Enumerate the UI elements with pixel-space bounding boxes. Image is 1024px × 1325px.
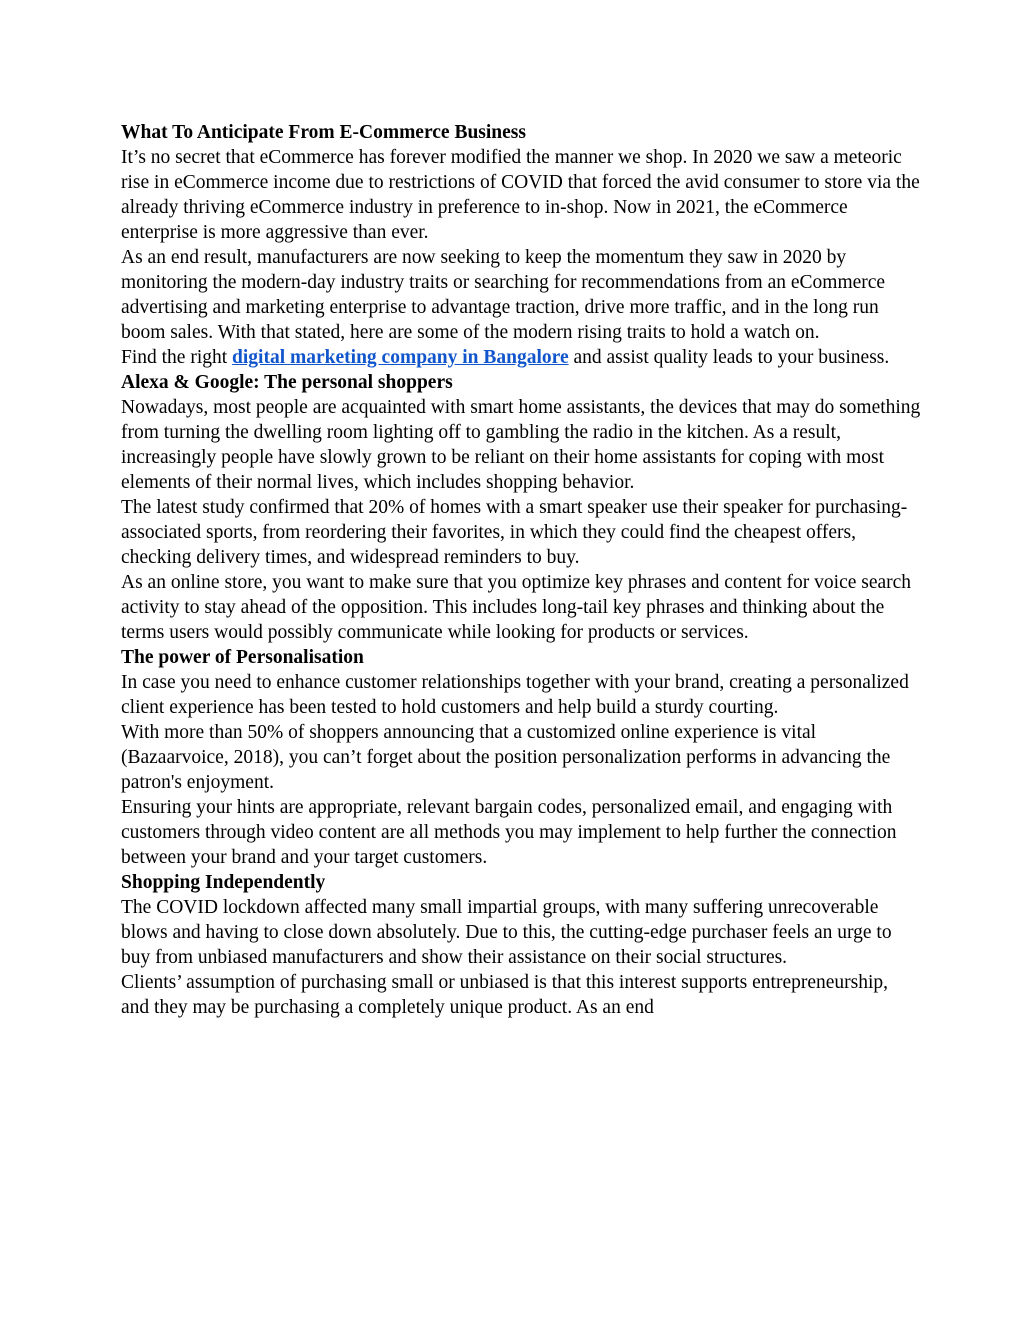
digital-marketing-link[interactable]: digital marketing company in Bangalore bbox=[232, 347, 569, 368]
section-heading-shopping-independently: Shopping Independently bbox=[121, 872, 326, 893]
paragraph: The latest study confirmed that 20% of homes with a smart speaker use their speaker for purchasing-associated sports, from reordering their favorites, in which they could find the cheapest offers, checking delivery times, and widespread reminders to buy. bbox=[121, 497, 908, 568]
paragraph: As an online store, you want to make sure that you optimize key phrases and content for voice search activity to stay ahead of the opposition. This includes long-tail key phrases and thinking about the terms users would possibly communicate while looking for products or services. bbox=[121, 572, 912, 643]
paragraph-text: and assist quality leads to your business. bbox=[568, 347, 890, 368]
section-heading-personal-shoppers: Alexa & Google: The personal shoppers bbox=[121, 372, 453, 393]
paragraph: The COVID lockdown affected many small impartial groups, with many suffering unrecoverable blows and having to close down absolutely. Due to this, the cutting-edge purchaser feels an urge to buy from unbiased manufacturers and show their assistance on their social structures. bbox=[121, 897, 892, 968]
section-heading-ecommerce: What To Anticipate From E-Commerce Business bbox=[121, 122, 526, 143]
paragraph: It’s no secret that eCommerce has forever modified the manner we shop. In 2020 we saw a meteoric rise in eCommerce income due to restrictions of COVID that forced the avid consumer to store via the already thriving eCommerce industry in preference to in-shop. Now in 2021, the eCommerce enterprise is more aggressive than ever. bbox=[121, 147, 920, 243]
paragraph-text: Find the right bbox=[121, 347, 233, 368]
paragraph: With more than 50% of shoppers announcing that a customized online experience is vital (Bazaarvoice, 2018), you can’t forget about the position personalization performs in advancing the patron's enjoyment. bbox=[121, 722, 891, 793]
paragraph: As an end result, manufacturers are now seeking to keep the momentum they saw in 2020 by monitoring the modern-day industry traits or searching for recommendations from an eCommerce advertising and marketing enterprise to advantage traction, drive more traffic, and in the long run boom sales. With that stated, here are some of the modern rising traits to hold a watch on. bbox=[121, 247, 886, 343]
paragraph: In case you need to enhance customer relationships together with your brand, creating a personalized client experience has been tested to hold customers and help build a sturdy courting. bbox=[121, 672, 909, 718]
paragraph: Clients’ assumption of purchasing small or unbiased is that this interest supports entrepreneurship, and they may be purchasing a completely unique product. As an end bbox=[121, 972, 889, 1018]
section-heading-personalisation: The power of Personalisation bbox=[121, 647, 364, 668]
paragraph-with-link bbox=[121, 345, 921, 370]
paragraph: Nowadays, most people are acquainted with smart home assistants, the devices that may do something from turning the dwelling room lighting off to gambling the radio in the kitchen. As a result, increasingly people have slowly grown to be reliant on their home assistants for coping with most elements of their normal lives, which includes shopping behavior. bbox=[121, 397, 921, 493]
paragraph: Ensuring your hints are appropriate, relevant bargain codes, personalized email, and engaging with customers through video content are all methods you may implement to help further the connection between your brand and your target customers. bbox=[121, 797, 897, 868]
document-page bbox=[121, 120, 921, 1020]
